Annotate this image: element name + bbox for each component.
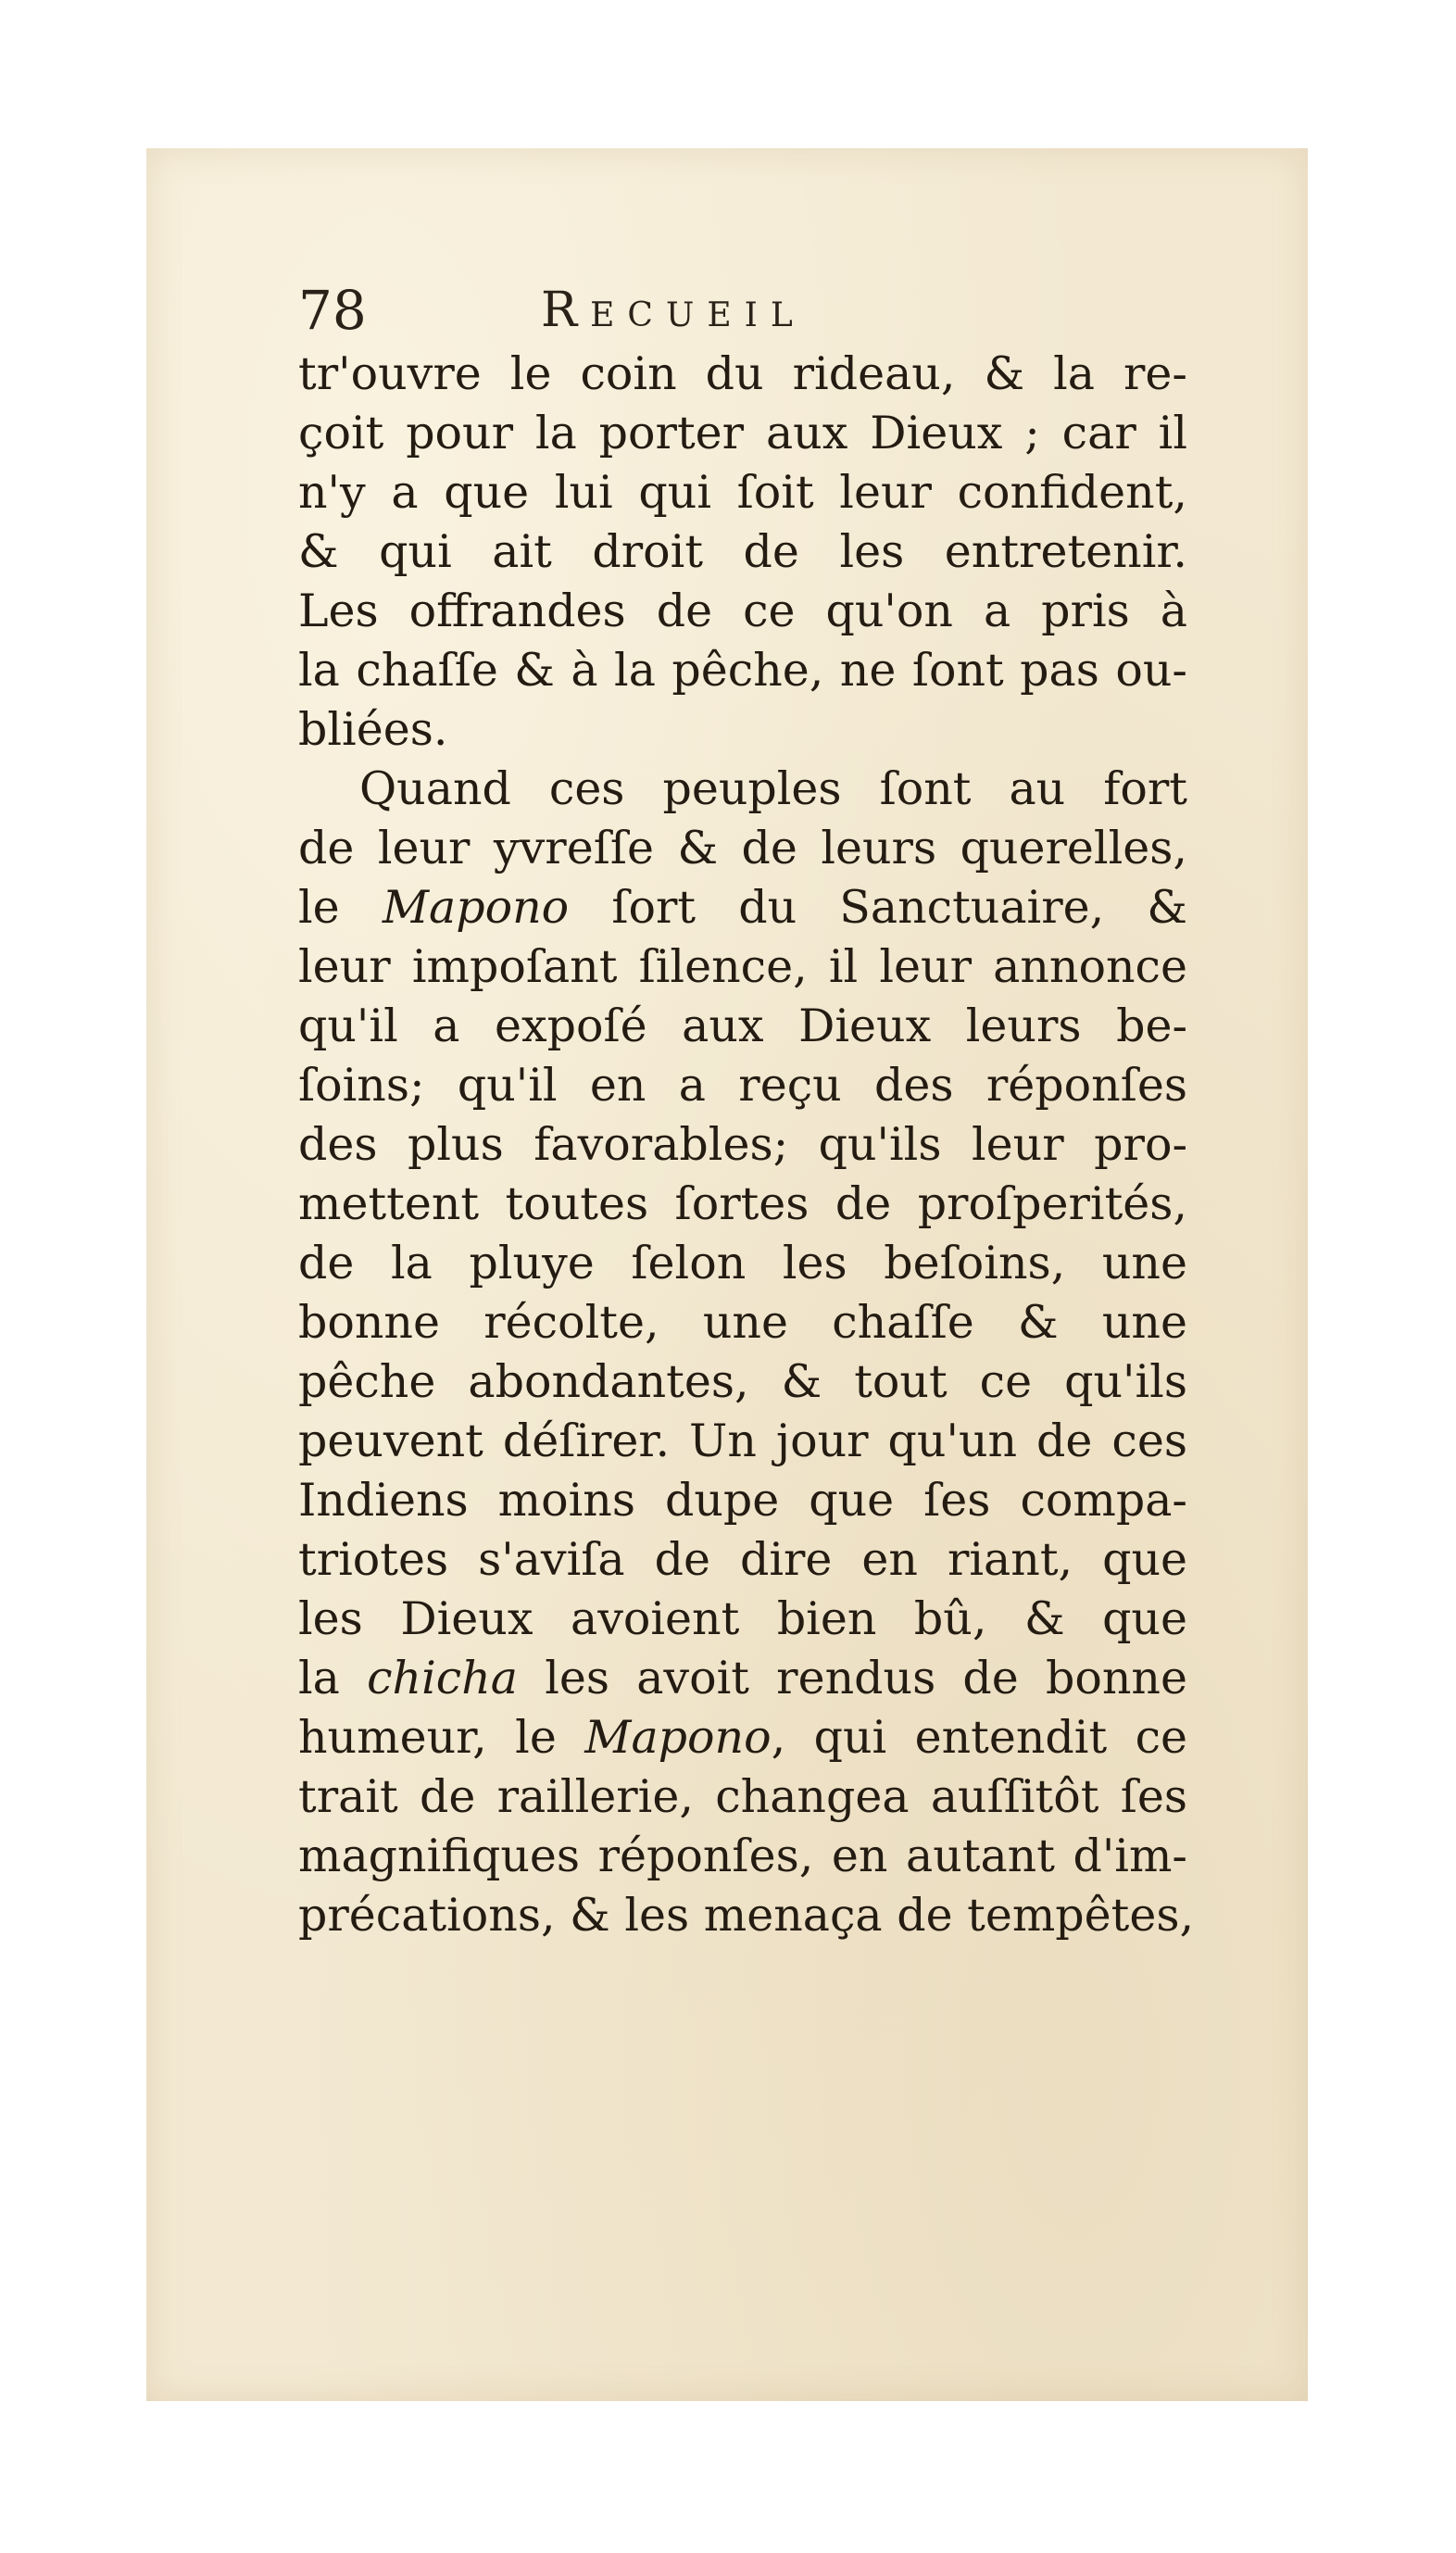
text-line: mettent toutes ſortes de proſperités, (298, 1177, 1187, 1230)
text-line: triotes s'aviſa de dire en riant, que (298, 1533, 1187, 1586)
text-line: précations, & les menaça de tempêtes, (298, 1889, 1195, 1942)
text-line: Les offrandes de ce qu'on a pris à (298, 585, 1187, 637)
page-header (298, 269, 1187, 352)
body-text (298, 345, 1195, 1945)
text-line: trait de raillerie, changea auſſitôt ſes (298, 1770, 1187, 1823)
text-line: leur impoſant ſilence, il leur annonce (298, 940, 1187, 993)
text-line: peuvent déſirer. Un jour qu'un de ces (298, 1415, 1187, 1467)
text-line: n'y a que lui qui ſoit leur confident, (298, 466, 1187, 519)
text-line: pêche abondantes, & tout ce qu'ils (298, 1355, 1187, 1408)
text-line: ſoins; qu'il en a reçu des réponſes (298, 1059, 1187, 1112)
text-line: la chicha les avoit rendus de bonne (298, 1652, 1187, 1704)
page-number: 78 (298, 279, 367, 342)
running-head: Recueil (541, 283, 806, 338)
text-line: humeur, le Mapono, qui entendit ce (298, 1711, 1188, 1764)
text-line: tr'ouvre le coin du rideau, & la re- (298, 347, 1187, 400)
text-line: des plus favorables; qu'ils leur pro- (298, 1118, 1187, 1171)
text-line: Indiens moins dupe que ſes compa- (298, 1474, 1187, 1527)
text-line: les Dieux avoient bien bû, & que (298, 1592, 1187, 1645)
text-line: bliées. (298, 703, 448, 756)
text-line: bonne récolte, une chaſſe & une (298, 1296, 1187, 1349)
text-line: magnifiques réponſes, en autant d'im- (298, 1830, 1187, 1882)
text-line: le Mapono ſort du Sanctuaire, & (298, 881, 1188, 934)
text-line: çoit pour la porter aux Dieux ; car il (298, 407, 1187, 459)
text-line: Quand ces peuples ſont au fort (359, 762, 1187, 815)
book-page (146, 148, 1308, 2401)
text-line: la chaſſe & à la pêche, ne ſont pas ou- (298, 644, 1187, 697)
text-line: de leur yvreſſe & de leurs querelles, (298, 822, 1187, 874)
text-line: de la pluye ſelon les beſoins, une (298, 1237, 1187, 1289)
text-line: & qui ait droit de les entretenir. (298, 525, 1187, 578)
text-line: qu'il a expoſé aux Dieux leurs be- (298, 1000, 1187, 1052)
